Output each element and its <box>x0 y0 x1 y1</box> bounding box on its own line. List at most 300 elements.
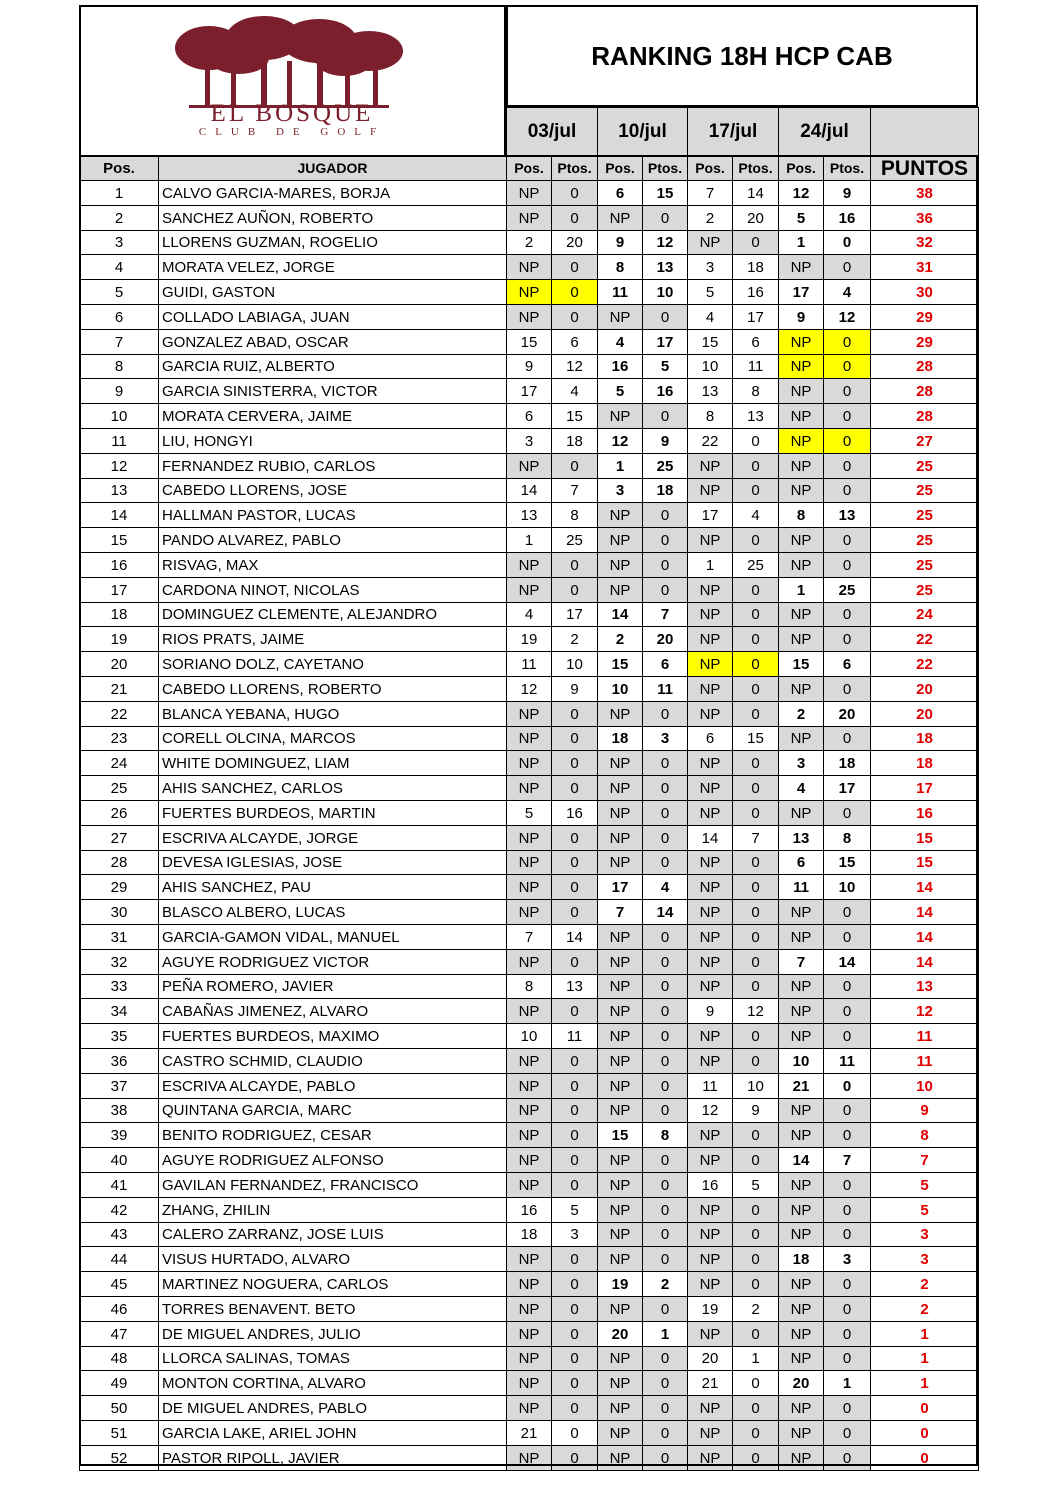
round-position: NP <box>687 478 733 503</box>
round-points: 0 <box>642 1172 688 1198</box>
row-position: 10 <box>79 403 159 429</box>
row-player-name: GARCIA RUIZ, ALBERTO <box>158 354 507 379</box>
round-position: NP <box>778 354 824 379</box>
row-position: 30 <box>79 899 159 925</box>
round-position: 19 <box>597 1271 643 1297</box>
round-points: 11 <box>642 676 688 702</box>
round-points: 0 <box>732 428 779 454</box>
round-position: NP <box>778 478 824 503</box>
round-position: 20 <box>687 1346 733 1371</box>
row-player-name: PANDO ALVAREZ, PABLO <box>158 527 507 553</box>
round-position: 17 <box>506 378 552 404</box>
round-points: 0 <box>823 676 871 702</box>
round-position: NP <box>778 1321 824 1347</box>
row-position: 28 <box>79 850 159 875</box>
col-header-round-pos: Pos. <box>687 155 733 181</box>
round-points: 9 <box>823 180 871 206</box>
round-position: NP <box>597 1370 643 1396</box>
round-points: 0 <box>551 1147 598 1173</box>
row-player-name: MONTON CORTINA, ALVARO <box>158 1370 507 1396</box>
row-player-name: TORRES BENAVENT. BETO <box>158 1296 507 1322</box>
round-points: 4 <box>823 279 871 305</box>
round-points: 0 <box>642 552 688 578</box>
round-points: 0 <box>642 577 688 603</box>
round-points: 0 <box>551 1420 598 1446</box>
row-player-name: DOMINGUEZ CLEMENTE, ALEJANDRO <box>158 602 507 627</box>
round-points: 0 <box>551 279 598 305</box>
round-points: 0 <box>642 949 688 975</box>
round-position: 11 <box>778 874 824 900</box>
round-position: NP <box>506 1395 552 1421</box>
round-points: 17 <box>823 775 871 801</box>
row-position: 1 <box>79 180 159 206</box>
round-position: 11 <box>687 1073 733 1099</box>
round-position: NP <box>778 1023 824 1049</box>
row-position: 29 <box>79 874 159 900</box>
row-player-name: COLLADO LABIAGA, JUAN <box>158 304 507 330</box>
row-position: 11 <box>79 428 159 454</box>
round-points: 13 <box>642 254 688 280</box>
row-position: 31 <box>79 924 159 950</box>
round-points: 7 <box>551 478 598 503</box>
round-position: 12 <box>506 676 552 702</box>
round-position: NP <box>597 205 643 231</box>
row-player-name: DEVESA IGLESIAS, JOSE <box>158 850 507 875</box>
round-points: 0 <box>823 453 871 479</box>
round-position: NP <box>778 552 824 578</box>
round-points: 0 <box>732 800 779 826</box>
row-total-points: 5 <box>870 1172 979 1198</box>
round-position: NP <box>597 850 643 875</box>
col-header-round-pts: Ptos. <box>732 155 779 181</box>
round-points: 20 <box>823 701 871 727</box>
round-points: 13 <box>823 502 871 528</box>
row-player-name: CABAÑAS JIMENEZ, ALVARO <box>158 998 507 1024</box>
round-position: NP <box>597 701 643 727</box>
round-points: 0 <box>642 1222 688 1247</box>
round-points: 12 <box>642 230 688 255</box>
round-position: 12 <box>778 180 824 206</box>
round-points: 0 <box>823 1271 871 1297</box>
round-points: 7 <box>823 1147 871 1173</box>
round-position: NP <box>506 1147 552 1173</box>
round-points: 0 <box>732 1222 779 1247</box>
round-position: 9 <box>506 354 552 379</box>
round-points: 0 <box>732 602 779 627</box>
round-points: 16 <box>823 205 871 231</box>
round-position: 6 <box>506 403 552 429</box>
row-position: 49 <box>79 1370 159 1396</box>
row-total-points: 28 <box>870 354 979 379</box>
row-player-name: GAVILAN FERNANDEZ, FRANCISCO <box>158 1172 507 1198</box>
round-position: 6 <box>597 180 643 206</box>
round-points: 0 <box>642 1048 688 1074</box>
round-points: 0 <box>551 701 598 727</box>
round-points: 4 <box>551 378 598 404</box>
round-points: 6 <box>642 651 688 677</box>
round-points: 7 <box>732 825 779 851</box>
round-position: NP <box>597 577 643 603</box>
round-position: NP <box>778 1445 824 1471</box>
row-position: 37 <box>79 1073 159 1099</box>
round-points: 18 <box>732 254 779 280</box>
round-position: 4 <box>687 304 733 330</box>
round-position: 3 <box>506 428 552 454</box>
row-total-points: 25 <box>870 478 979 503</box>
round-points: 0 <box>823 602 871 627</box>
round-points: 0 <box>642 502 688 528</box>
round-position: 10 <box>687 354 733 379</box>
row-total-points: 27 <box>870 428 979 454</box>
round-position: NP <box>778 676 824 702</box>
row-player-name: AHIS SANCHEZ, PAU <box>158 874 507 900</box>
round-position: NP <box>597 403 643 429</box>
row-position: 52 <box>79 1445 159 1471</box>
round-position: NP <box>597 1395 643 1421</box>
round-position: NP <box>778 998 824 1024</box>
round-position: 12 <box>687 1098 733 1123</box>
round-points: 0 <box>732 651 779 677</box>
row-total-points: 0 <box>870 1420 979 1446</box>
round-points: 0 <box>823 230 871 255</box>
round-points: 0 <box>732 850 779 875</box>
round-points: 0 <box>551 205 598 231</box>
round-position: NP <box>597 1296 643 1322</box>
row-position: 33 <box>79 974 159 999</box>
row-total-points: 18 <box>870 726 979 751</box>
round-position: NP <box>506 726 552 751</box>
row-position: 34 <box>79 998 159 1024</box>
round-points: 3 <box>823 1246 871 1272</box>
round-position: NP <box>506 304 552 330</box>
row-position: 46 <box>79 1296 159 1322</box>
round-position: NP <box>778 378 824 404</box>
round-position: 19 <box>506 626 552 652</box>
row-player-name: MORATA VELEZ, JORGE <box>158 254 507 280</box>
round-position: NP <box>506 949 552 975</box>
row-total-points: 25 <box>870 552 979 578</box>
round-position: NP <box>597 1023 643 1049</box>
title-box <box>506 5 978 107</box>
round-points: 0 <box>823 1346 871 1371</box>
date-header: 10/jul <box>597 107 688 156</box>
round-position: NP <box>778 428 824 454</box>
row-total-points: 5 <box>870 1197 979 1223</box>
round-points: 10 <box>732 1073 779 1099</box>
round-position: NP <box>778 453 824 479</box>
round-position: NP <box>687 1395 733 1421</box>
row-total-points: 13 <box>870 974 979 999</box>
round-points: 10 <box>642 279 688 305</box>
round-position: 3 <box>687 254 733 280</box>
round-position: NP <box>506 453 552 479</box>
round-points: 0 <box>732 949 779 975</box>
round-points: 0 <box>823 1172 871 1198</box>
row-position: 14 <box>79 502 159 528</box>
round-position: 1 <box>778 230 824 255</box>
round-points: 0 <box>551 1321 598 1347</box>
round-points: 0 <box>642 1420 688 1446</box>
round-points: 0 <box>642 1147 688 1173</box>
round-position: 21 <box>778 1073 824 1099</box>
round-points: 0 <box>823 1321 871 1347</box>
round-points: 0 <box>732 577 779 603</box>
row-total-points: 16 <box>870 800 979 826</box>
round-position: NP <box>597 1098 643 1123</box>
row-player-name: ESCRIVA ALCAYDE, JORGE <box>158 825 507 851</box>
round-position: NP <box>506 775 552 801</box>
row-total-points: 29 <box>870 304 979 330</box>
row-player-name: MORATA CERVERA, JAIME <box>158 403 507 429</box>
round-points: 13 <box>732 403 779 429</box>
row-position: 48 <box>79 1346 159 1371</box>
round-position: NP <box>597 1346 643 1371</box>
round-position: 10 <box>778 1048 824 1074</box>
row-position: 6 <box>79 304 159 330</box>
round-points: 3 <box>642 726 688 751</box>
round-points: 0 <box>642 850 688 875</box>
row-position: 50 <box>79 1395 159 1421</box>
round-points: 0 <box>551 1098 598 1123</box>
row-player-name: GONZALEZ ABAD, OSCAR <box>158 329 507 355</box>
round-points: 0 <box>551 180 598 206</box>
row-total-points: 1 <box>870 1370 979 1396</box>
row-player-name: WHITE DOMINGUEZ, LIAM <box>158 750 507 776</box>
row-player-name: CABEDO LLORENS, ROBERTO <box>158 676 507 702</box>
row-total-points: 15 <box>870 850 979 875</box>
round-points: 0 <box>732 1321 779 1347</box>
round-position: 2 <box>506 230 552 255</box>
row-position: 20 <box>79 651 159 677</box>
round-position: NP <box>778 726 824 751</box>
row-total-points: 9 <box>870 1098 979 1123</box>
round-points: 0 <box>551 874 598 900</box>
row-player-name: RISVAG, MAX <box>158 552 507 578</box>
round-position: NP <box>597 1048 643 1074</box>
col-header-pos: Pos. <box>79 155 159 181</box>
row-position: 43 <box>79 1222 159 1247</box>
row-position: 13 <box>79 478 159 503</box>
round-position: NP <box>778 1172 824 1198</box>
round-position: 14 <box>687 825 733 851</box>
round-points: 0 <box>732 1420 779 1446</box>
row-player-name: BLANCA YEBANA, HUGO <box>158 701 507 727</box>
round-points: 2 <box>551 626 598 652</box>
round-points: 0 <box>642 924 688 950</box>
row-position: 39 <box>79 1122 159 1148</box>
round-position: NP <box>778 974 824 999</box>
round-position: NP <box>778 329 824 355</box>
row-total-points: 0 <box>870 1395 979 1421</box>
round-points: 0 <box>642 205 688 231</box>
round-position: NP <box>778 1420 824 1446</box>
round-points: 0 <box>732 701 779 727</box>
round-position: NP <box>687 750 733 776</box>
round-position: NP <box>597 924 643 950</box>
round-points: 0 <box>732 1197 779 1223</box>
round-position: 16 <box>506 1197 552 1223</box>
row-position: 16 <box>79 552 159 578</box>
row-player-name: VISUS HURTADO, ALVARO <box>158 1246 507 1272</box>
round-points: 0 <box>732 1147 779 1173</box>
date-header-blank <box>870 107 979 156</box>
round-position: NP <box>597 1246 643 1272</box>
row-player-name: SORIANO DOLZ, CAYETANO <box>158 651 507 677</box>
round-position: NP <box>687 1420 733 1446</box>
round-position: 1 <box>687 552 733 578</box>
round-position: NP <box>778 899 824 925</box>
round-points: 9 <box>642 428 688 454</box>
row-total-points: 20 <box>870 701 979 727</box>
round-points: 20 <box>732 205 779 231</box>
row-position: 32 <box>79 949 159 975</box>
round-points: 0 <box>642 304 688 330</box>
col-header-round-pos: Pos. <box>778 155 824 181</box>
round-points: 0 <box>551 577 598 603</box>
row-position: 36 <box>79 1048 159 1074</box>
round-position: 15 <box>597 1122 643 1148</box>
round-position: 18 <box>778 1246 824 1272</box>
round-position: 11 <box>506 651 552 677</box>
round-points: 0 <box>551 304 598 330</box>
col-header-round-pts: Ptos. <box>823 155 871 181</box>
round-points: 0 <box>551 254 598 280</box>
round-points: 0 <box>642 1296 688 1322</box>
round-points: 15 <box>732 726 779 751</box>
round-position: NP <box>597 825 643 851</box>
row-player-name: CABEDO LLORENS, JOSE <box>158 478 507 503</box>
row-total-points: 14 <box>870 924 979 950</box>
round-position: 17 <box>597 874 643 900</box>
row-position: 40 <box>79 1147 159 1173</box>
row-position: 42 <box>79 1197 159 1223</box>
col-header-total: PUNTOS <box>870 155 979 181</box>
row-total-points: 3 <box>870 1222 979 1247</box>
row-player-name: GARCIA SINISTERRA, VICTOR <box>158 378 507 404</box>
round-position: NP <box>597 1147 643 1173</box>
round-position: NP <box>687 1321 733 1347</box>
round-points: 5 <box>551 1197 598 1223</box>
row-position: 35 <box>79 1023 159 1049</box>
round-points: 15 <box>551 403 598 429</box>
round-points: 17 <box>642 329 688 355</box>
round-points: 0 <box>642 775 688 801</box>
round-position: 4 <box>506 602 552 627</box>
round-points: 1 <box>732 1346 779 1371</box>
round-position: 15 <box>778 651 824 677</box>
row-player-name: MARTINEZ NOGUERA, CARLOS <box>158 1271 507 1297</box>
row-total-points: 28 <box>870 378 979 404</box>
round-points: 0 <box>732 1445 779 1471</box>
round-position: NP <box>506 577 552 603</box>
round-position: NP <box>506 1346 552 1371</box>
round-points: 0 <box>551 850 598 875</box>
row-player-name: GARCIA LAKE, ARIEL JOHN <box>158 1420 507 1446</box>
round-points: 0 <box>823 527 871 553</box>
row-total-points: 18 <box>870 750 979 776</box>
round-points: 13 <box>551 974 598 999</box>
round-points: 0 <box>823 478 871 503</box>
round-position: NP <box>687 1246 733 1272</box>
round-position: NP <box>687 1122 733 1148</box>
round-points: 10 <box>823 874 871 900</box>
row-total-points: 32 <box>870 230 979 255</box>
row-total-points: 31 <box>870 254 979 280</box>
round-points: 0 <box>551 998 598 1024</box>
round-points: 0 <box>823 1296 871 1322</box>
row-position: 3 <box>79 230 159 255</box>
round-points: 3 <box>551 1222 598 1247</box>
round-position: NP <box>778 1222 824 1247</box>
row-position: 7 <box>79 329 159 355</box>
row-player-name: BLASCO ALBERO, LUCAS <box>158 899 507 925</box>
round-position: 7 <box>778 949 824 975</box>
row-position: 9 <box>79 378 159 404</box>
round-position: 15 <box>506 329 552 355</box>
round-points: 0 <box>551 1271 598 1297</box>
row-total-points: 22 <box>870 626 979 652</box>
row-position: 17 <box>79 577 159 603</box>
row-total-points: 11 <box>870 1048 979 1074</box>
row-total-points: 14 <box>870 899 979 925</box>
round-points: 0 <box>823 974 871 999</box>
round-points: 0 <box>642 750 688 776</box>
round-points: 14 <box>823 949 871 975</box>
round-position: NP <box>778 1395 824 1421</box>
round-position: NP <box>597 998 643 1024</box>
round-points: 0 <box>732 527 779 553</box>
row-total-points: 29 <box>870 329 979 355</box>
row-player-name: GARCIA-GAMON VIDAL, MANUEL <box>158 924 507 950</box>
round-position: NP <box>778 800 824 826</box>
round-position: 20 <box>778 1370 824 1396</box>
row-total-points: 25 <box>870 577 979 603</box>
round-position: NP <box>687 974 733 999</box>
row-total-points: 15 <box>870 825 979 851</box>
row-total-points: 25 <box>870 502 979 528</box>
col-header-round-pts: Ptos. <box>642 155 688 181</box>
round-position: NP <box>597 974 643 999</box>
round-position: 1 <box>597 453 643 479</box>
col-header-player: JUGADOR <box>158 155 507 181</box>
round-position: 19 <box>687 1296 733 1322</box>
round-position: 5 <box>506 800 552 826</box>
row-player-name: BENITO RODRIGUEZ, CESAR <box>158 1122 507 1148</box>
row-total-points: 0 <box>870 1445 979 1471</box>
row-total-points: 1 <box>870 1321 979 1347</box>
round-points: 0 <box>642 825 688 851</box>
round-position: NP <box>687 230 733 255</box>
row-total-points: 8 <box>870 1122 979 1148</box>
round-points: 0 <box>823 552 871 578</box>
round-points: 0 <box>823 254 871 280</box>
round-points: 0 <box>551 825 598 851</box>
round-position: NP <box>687 924 733 950</box>
round-position: 8 <box>597 254 643 280</box>
round-points: 18 <box>551 428 598 454</box>
round-position: 12 <box>597 428 643 454</box>
round-points: 0 <box>732 1122 779 1148</box>
round-position: NP <box>687 577 733 603</box>
round-position: NP <box>506 899 552 925</box>
round-position: 17 <box>778 279 824 305</box>
col-header-round-pts: Ptos. <box>551 155 598 181</box>
round-position: NP <box>687 701 733 727</box>
round-position: NP <box>506 1370 552 1396</box>
round-points: 0 <box>551 1122 598 1148</box>
page-title: RANKING 18H HCP CAB <box>591 40 893 71</box>
round-points: 25 <box>551 527 598 553</box>
